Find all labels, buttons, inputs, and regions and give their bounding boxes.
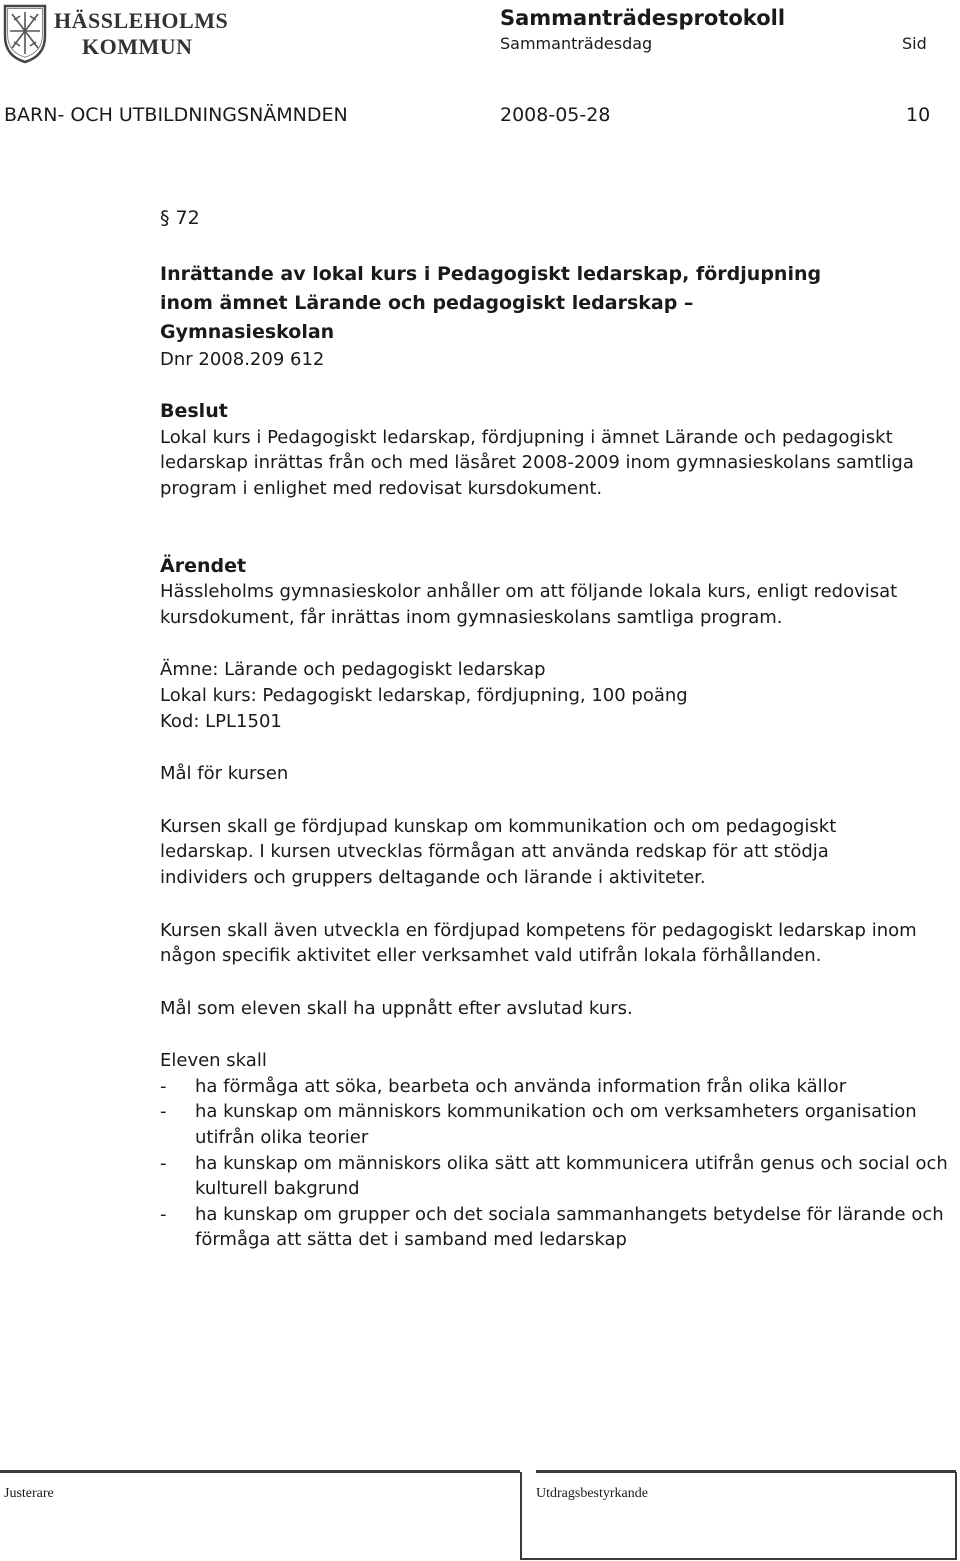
footer-divider xyxy=(0,1470,520,1473)
logo-line-1: HÄSSLEHOLMS xyxy=(54,8,229,33)
targets-heading: Mål som eleven skall ha uppnått efter avslutad kurs. xyxy=(160,997,633,1019)
page-label: Sid xyxy=(902,34,927,53)
list-item: - ha kunskap om människors olika sätt att kommunicera utifrån genus och social och kulturell bakgrund xyxy=(160,1152,948,1200)
course-subject: Ämne: Lärande och pedagogiskt ledarskap xyxy=(160,659,546,681)
goals-paragraph-2: Kursen skall även utveckla en fördjupad kompetens för pedagogiskt ledarskap inom någon specifik aktivitet eller verksamhet vald utifrån lokala förhållanden. xyxy=(160,919,917,967)
goals-heading: Mål för kursen xyxy=(160,763,289,785)
municipality-logo xyxy=(2,2,242,64)
coat-of-arms-icon xyxy=(2,2,48,64)
page-number: 10 xyxy=(906,104,931,126)
beslut-heading: Beslut xyxy=(160,400,228,423)
main-content xyxy=(160,206,950,1253)
arendet-heading: Ärendet xyxy=(160,554,247,577)
student-heading: Eleven skall xyxy=(160,1050,267,1072)
paragraph-number: § 72 xyxy=(160,207,200,229)
meeting-date-label: Sammanträdesdag xyxy=(500,34,653,53)
document-title: Sammanträdesprotokoll xyxy=(500,6,786,30)
beslut-text: Lokal kurs i Pedagogiskt ledarskap, fördjupning i ämnet Lärande och pedagogiskt ledarskap inrättas från och med läsåret 2008-2009 inom gymnasieskolans samtliga program i enlighet med redovisat kursdokument. xyxy=(160,426,914,499)
footer-divider xyxy=(536,1470,956,1473)
footer-box-border xyxy=(520,1472,522,1560)
organization-name: BARN- OCH UTBILDNINGSNÄMNDEN xyxy=(4,104,348,126)
course-local: Lokal kurs: Pedagogiskt ledarskap, fördjupning, 100 poäng xyxy=(160,684,688,706)
arendet-text: Hässleholms gymnasieskolor anhåller om att följande lokala kurs, enligt redovisat kursdokument, får inrättas inom gymnasieskolans samtliga program. xyxy=(160,581,898,628)
utdragsbestyrkande-label: Utdragsbestyrkande xyxy=(536,1486,648,1501)
meeting-date: 2008-05-28 xyxy=(500,104,611,126)
student-goals-list xyxy=(160,1074,950,1253)
course-code: Kod: LPL1501 xyxy=(160,710,282,732)
goals-paragraph-1: Kursen skall ge fördjupad kunskap om kommunikation och om pedagogiskt ledarskap. I kursen utvecklas förmågan att använda redskap för att stödja individers och gruppers deltagande och lärande i aktiviteter. xyxy=(160,815,837,888)
list-item: - ha förmåga att söka, bearbeta och använda information från olika källor xyxy=(160,1075,847,1097)
list-item: - ha kunskap om människors kommunikation och om verksamheters organisation utifrån olika teorier xyxy=(160,1101,917,1149)
list-item: - ha kunskap om grupper och det sociala sammanhangets betydelse för lärande och förmåga att sätta det i samband med ledarskap xyxy=(160,1203,944,1251)
footer-box-border xyxy=(955,1472,957,1560)
justerare-label: Justerare xyxy=(4,1486,54,1501)
logo-line-2: KOMMUN xyxy=(82,34,193,59)
case-dnr: Dnr 2008.209 612 xyxy=(160,348,325,370)
footer-box-border xyxy=(522,1558,956,1560)
case-title: Inrättande av lokal kurs i Pedagogiskt ledarskap, fördjupning inom ämnet Lärande och pedagogiskt ledarskap – Gymnasieskolan xyxy=(160,262,822,343)
